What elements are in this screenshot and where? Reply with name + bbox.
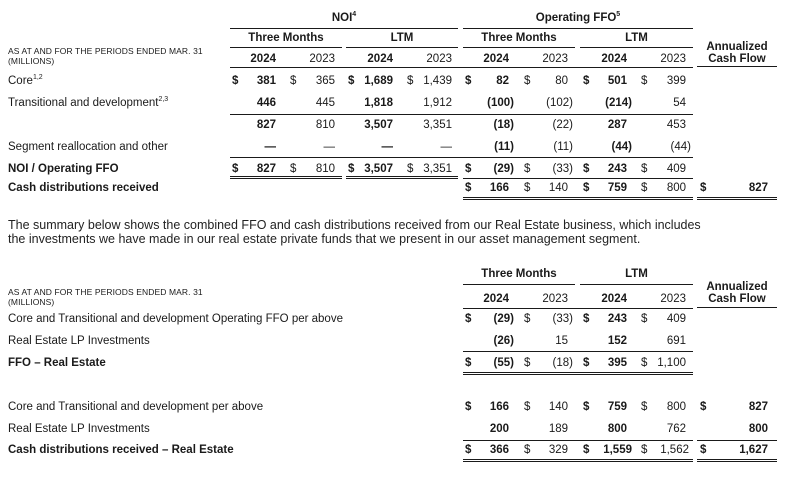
cell: — [440, 141, 452, 153]
currency-symbol: $ [465, 401, 472, 413]
cell: 189 [548, 423, 568, 435]
cell: 82 [496, 75, 509, 87]
cell: 762 [666, 423, 686, 435]
cell: 445 [315, 97, 335, 109]
cell: (18) [552, 357, 573, 369]
annualized-cash-flow-header: Annualized Cash Flow [706, 41, 768, 65]
cell: 1,559 [603, 444, 632, 456]
cell: 827 [748, 401, 768, 413]
year-header: 2024 [483, 53, 509, 65]
cell: 243 [607, 163, 627, 175]
row-label-real-estate-lp-cash: Real Estate LP Investments [8, 423, 150, 435]
currency-symbol: $ [583, 75, 590, 87]
currency-symbol: $ [524, 401, 531, 413]
cell: (22) [552, 119, 573, 131]
cell: 1,627 [739, 444, 768, 456]
cell: 3,351 [423, 119, 452, 131]
cell: (44) [670, 141, 691, 153]
cell: — [323, 141, 335, 153]
cell: 365 [315, 75, 335, 87]
cell: (26) [493, 335, 514, 347]
cell: 287 [607, 119, 627, 131]
cell: (29) [493, 313, 514, 325]
summary-paragraph: The summary below shows the combined FFO and cash distributions received from our Real Estate business, which includes the investments we have made in our real estate private funds that we present in our asset management segment. [8, 218, 701, 246]
currency-symbol: $ [290, 163, 297, 175]
cell: 381 [256, 75, 276, 87]
cell: (18) [493, 119, 514, 131]
currency-symbol: $ [583, 357, 590, 369]
row-label-real-estate-lp: Real Estate LP Investments [8, 335, 150, 347]
cell: 453 [666, 119, 686, 131]
cell: (44) [611, 141, 632, 153]
cell: (33) [552, 163, 573, 175]
currency-symbol: $ [583, 163, 590, 175]
cell: 395 [607, 357, 627, 369]
row-label-cash-distributions: Cash distributions received [8, 182, 159, 194]
currency-symbol: $ [524, 313, 531, 325]
currency-symbol: $ [465, 444, 472, 456]
cell: (102) [546, 97, 573, 109]
currency-symbol: $ [348, 75, 355, 87]
cell: (100) [487, 97, 514, 109]
cell: 759 [607, 401, 627, 413]
cell: 827 [748, 182, 768, 194]
currency-symbol: $ [524, 444, 531, 456]
currency-symbol: $ [348, 163, 355, 175]
currency-symbol: $ [465, 313, 472, 325]
cell: 152 [607, 335, 627, 347]
noi-header: NOI$^4$ [331, 11, 357, 24]
cell: 800 [666, 182, 686, 194]
currency-symbol: $ [641, 444, 648, 456]
year-header: 2023 [309, 53, 335, 65]
annualized-cash-flow-header: Annualized Cash Flow [706, 281, 768, 305]
year-header: 2024 [601, 293, 627, 305]
cell: 446 [256, 97, 276, 109]
currency-symbol: $ [641, 313, 648, 325]
row-label-segment-reallocation: Segment reallocation and other [8, 141, 168, 153]
cell: 1,439 [423, 75, 452, 87]
row-label-core-transitional-cash: Core and Transitional and development per above [8, 401, 264, 413]
cell: — [264, 141, 276, 153]
cell: 140 [548, 182, 568, 194]
cell: 1,912 [423, 97, 452, 109]
cell: 3,507 [364, 119, 393, 131]
cell: 691 [666, 335, 686, 347]
cell: 810 [315, 163, 335, 175]
cell: 54 [673, 97, 686, 109]
currency-symbol: $ [583, 444, 590, 456]
row-label-core-transitional-ffo: Core and Transitional and development Operating FFO per above [8, 313, 343, 325]
currency-symbol: $ [465, 357, 472, 369]
cell: (33) [552, 313, 573, 325]
currency-symbol: $ [700, 182, 707, 194]
cell: 409 [666, 313, 686, 325]
currency-symbol: $ [232, 75, 239, 87]
cell: 399 [666, 75, 686, 87]
cell: (29) [493, 163, 514, 175]
cell: 3,351 [423, 163, 452, 175]
cell: — [381, 141, 393, 153]
ltm-header: LTM [625, 32, 648, 44]
period-label: AS AT AND FOR THE PERIODS ENDED MAR. 31 (MILLIONS) [8, 287, 203, 307]
currency-symbol: $ [641, 401, 648, 413]
currency-symbol: $ [407, 75, 414, 87]
cell: 366 [489, 444, 509, 456]
cell: 140 [548, 401, 568, 413]
row-label-noi-operating-ffo: NOI / Operating FFO [8, 163, 119, 175]
year-header: 2023 [660, 293, 686, 305]
currency-symbol: $ [583, 313, 590, 325]
currency-symbol: $ [700, 444, 707, 456]
cell: 1,562 [660, 444, 689, 456]
cell: (214) [605, 97, 632, 109]
cell: 3,507 [364, 163, 393, 175]
cell: 15 [555, 335, 568, 347]
ffo-header: Operating FFO$^5$ [535, 11, 621, 24]
cell: 200 [489, 423, 509, 435]
year-header: 2024 [601, 53, 627, 65]
year-header: 2024 [367, 53, 393, 65]
year-header: 2023 [660, 53, 686, 65]
cell: 80 [555, 75, 568, 87]
cell: 800 [748, 423, 768, 435]
currency-symbol: $ [641, 163, 648, 175]
row-label-cash-distributions-real-estate: Cash distributions received – Real Estate [8, 444, 234, 456]
row-label-transitional: Transitional and development$^{2,3}$ [8, 96, 169, 109]
cell: 409 [666, 163, 686, 175]
currency-symbol: $ [641, 75, 648, 87]
cell: 1,818 [364, 97, 393, 109]
currency-symbol: $ [524, 357, 531, 369]
currency-symbol: $ [465, 182, 472, 194]
currency-symbol: $ [232, 163, 239, 175]
ltm-header: LTM [625, 268, 648, 280]
period-label: AS AT AND FOR THE PERIODS ENDED MAR. 31 (MILLIONS) [8, 46, 203, 66]
cell: 800 [607, 423, 627, 435]
three-months-header: Three Months [248, 32, 324, 44]
year-header: 2023 [542, 293, 568, 305]
currency-symbol: $ [524, 75, 531, 87]
cell: (11) [553, 141, 573, 153]
cell: 759 [607, 182, 627, 194]
currency-symbol: $ [583, 401, 590, 413]
ltm-header: LTM [390, 32, 414, 44]
cell: 800 [666, 401, 686, 413]
cell: 166 [489, 401, 509, 413]
three-months-header: Three Months [481, 268, 557, 280]
currency-symbol: $ [524, 182, 531, 194]
cell: 1,689 [364, 75, 393, 87]
currency-symbol: $ [641, 182, 648, 194]
cell: 243 [607, 313, 627, 325]
three-months-header: Three Months [481, 32, 557, 44]
currency-symbol: $ [465, 163, 472, 175]
cell: 166 [489, 182, 509, 194]
cell: 827 [256, 119, 276, 131]
currency-symbol: $ [465, 75, 472, 87]
row-label-core: Core$^{1,2}$ [8, 74, 43, 87]
year-header: 2024 [250, 53, 276, 65]
cell: 1,100 [657, 357, 686, 369]
cell: 827 [256, 163, 276, 175]
currency-symbol: $ [290, 75, 297, 87]
year-header: 2023 [542, 53, 568, 65]
cell: 329 [548, 444, 568, 456]
currency-symbol: $ [641, 357, 648, 369]
currency-symbol: $ [407, 163, 414, 175]
year-header: 2023 [426, 53, 452, 65]
cell: 501 [607, 75, 627, 87]
cell: 810 [315, 119, 335, 131]
currency-symbol: $ [524, 163, 531, 175]
cell: (55) [493, 357, 514, 369]
currency-symbol: $ [583, 182, 590, 194]
currency-symbol: $ [700, 401, 707, 413]
row-label-ffo-real-estate: FFO – Real Estate [8, 357, 106, 369]
cell: (11) [494, 141, 514, 153]
year-header: 2024 [483, 293, 509, 305]
